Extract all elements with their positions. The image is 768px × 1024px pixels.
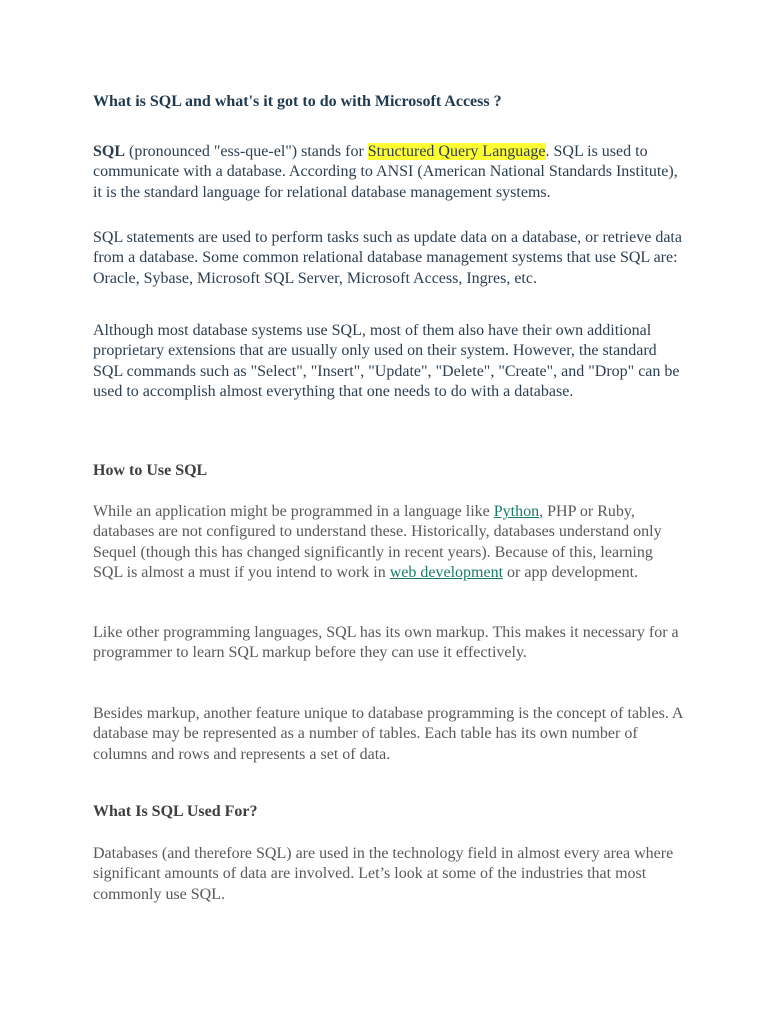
page-title: What is SQL and what's it got to do with Microsoft Access ? [93,93,502,110]
databases-paragraph: Databases (and therefore SQL) are used in the technology field in almost every area where significant amounts of data are involved. Let’s look at some of the industries that most commonly use SQL. [93,845,674,903]
web-development-link[interactable]: web development [389,563,504,581]
application-text-1: While an application might be programmed in a language like [93,503,494,520]
intro-text-after: . SQL is used to communicate with a database. According to ANSI (American National Standards Institute), it is the standard language for relational database management systems. [93,143,678,201]
tables-paragraph: Besides markup, another feature unique to database programming is the concept of tables. A database may be represented as a number of tables. Each table has its own number of columns and rows and represents a set of data. [93,705,683,763]
section-heading-used-for: What Is SQL Used For? [93,803,258,820]
application-text-2: , PHP or Ruby, databases are not configured to understand these. Historically, databases understand only Sequel (though this has changed significantly in recent years). Because of this, learning SQL is almost a must if you intend to work in [93,503,662,581]
proprietary-paragraph: Although most database systems use SQL, most of them also have their own additional proprietary extensions that are usually only used on their system. However, the standard SQL commands such as "Select", "Insert", "Update", "Delete", "Create", and "Drop" can be used to accomplish almost everything that one needs to do with a database. [93,322,680,400]
application-text-3: or app development. [503,563,639,581]
python-link[interactable]: Python [493,503,540,520]
statements-paragraph: SQL statements are used to perform tasks such as update data on a database, or retrieve data from a database. Some common relational database management systems that use SQL are: Oracle, Sybase, Microsoft SQL Server, Microsoft Access, Ingres, etc. [93,229,682,287]
highlighted-term: Structured Query Language [367,143,546,160]
intro-text-before: (pronounced "ess-que-el") stands for [125,143,368,160]
section-heading-how-to-use: How to Use SQL [93,462,208,479]
markup-paragraph: Like other programming languages, SQL has its own markup. This makes it necessary for a programmer to learn SQL markup before they can use it effectively. [93,624,679,662]
intro-paragraph [93,142,683,203]
application-paragraph [93,502,683,583]
sql-term: SQL [93,143,126,160]
